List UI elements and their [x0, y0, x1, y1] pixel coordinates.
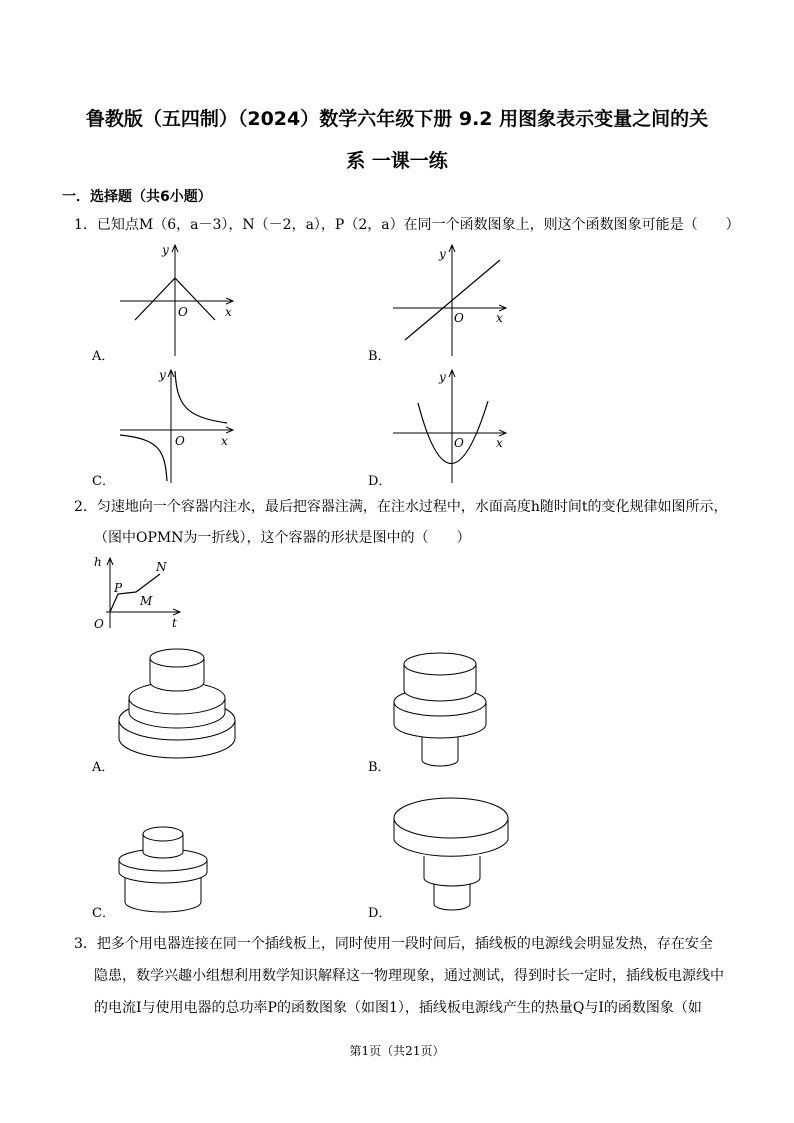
q1-option-d[interactable]: D． — [368, 474, 392, 489]
q2-m-label: M — [140, 594, 153, 608]
q1d-origin-label: O — [454, 436, 464, 450]
question-3-text1: 把多个用电器连接在同一个插线板上，同时使用一段时间后，插线板的电源线会明显发热，存在安全 — [96, 936, 713, 952]
question-3-number: 3． — [74, 936, 97, 952]
question-3-line1 — [74, 935, 713, 953]
q1-graph-a — [115, 240, 245, 358]
q1-graph-c — [115, 365, 245, 485]
q1-option-c[interactable]: C． — [92, 474, 115, 489]
page-footer: 第1页（共21页） — [349, 1044, 445, 1058]
question-3-line3: 的电流I与使用电器的总功率P的函数图象（如图1），插线板电源线产生的热量Q与I的函数图象（如 — [94, 1000, 702, 1016]
section-heading: 一．选择题（共6小题） — [62, 189, 212, 205]
q2-p-label: P — [114, 581, 123, 595]
q1a-x-label: x — [225, 305, 232, 319]
page-title-line2: 系 一课一练 — [346, 150, 448, 172]
q1-graph-d — [388, 365, 518, 485]
q1c-origin-label: O — [175, 434, 185, 448]
q1-graph-b — [388, 240, 518, 358]
q2-container-c — [115, 822, 215, 914]
q2-container-a — [115, 642, 240, 764]
q1b-x-label: x — [496, 311, 503, 325]
q2-option-b[interactable]: B． — [368, 760, 391, 775]
question-2-number: 2． — [74, 499, 97, 515]
q2-o-label: O — [94, 617, 104, 631]
question-1-number: 1． — [74, 217, 97, 233]
q1c-y-label: y — [159, 368, 166, 382]
q2-container-b — [390, 646, 490, 768]
question-1 — [74, 216, 740, 234]
question-1-text: 已知点M（6，a－3），N（－2，a），P（2，a）在同一个函数图象上，则这个函数图象可能是（ ） — [96, 217, 740, 233]
q2-h-label: h — [94, 555, 102, 569]
q1a-origin-label: O — [178, 305, 188, 319]
question-2-line2: （图中OPMN为一折线），这个容器的形状是图中的（ ） — [94, 530, 471, 546]
page-title-line1: 鲁教版（五四制）（2024）数学六年级下册 9.2 用图象表示变量之间的关 — [85, 108, 709, 130]
q2-container-d — [390, 794, 512, 914]
q2-option-a[interactable]: A． — [92, 760, 115, 775]
q2-height-time-graph — [90, 552, 185, 634]
q1b-origin-label: O — [454, 311, 464, 325]
question-3-line2: 隐患，数学兴趣小组想利用数学知识解释这一物理现象，通过测试，得到时长一定时，插线板电源线中 — [94, 968, 724, 984]
q1c-x-label: x — [221, 434, 228, 448]
q2-t-label: t — [172, 616, 177, 630]
q1-option-b[interactable]: B． — [368, 349, 391, 364]
q1d-x-label: x — [496, 436, 503, 450]
question-2-line1 — [74, 498, 728, 516]
q2-option-c[interactable]: C． — [92, 906, 115, 921]
q1d-y-label: y — [439, 370, 446, 384]
q2-option-d[interactable]: D． — [368, 906, 392, 921]
q1b-y-label: y — [439, 247, 446, 261]
q1a-y-label: y — [162, 243, 169, 257]
question-2-text1: 匀速地向一个容器内注水，最后把容器注满，在注水过程中，水面高度h随时间t的变化规律如图所示， — [96, 499, 728, 515]
q1-option-a[interactable]: A． — [92, 349, 115, 364]
q2-n-label: N — [156, 560, 167, 574]
